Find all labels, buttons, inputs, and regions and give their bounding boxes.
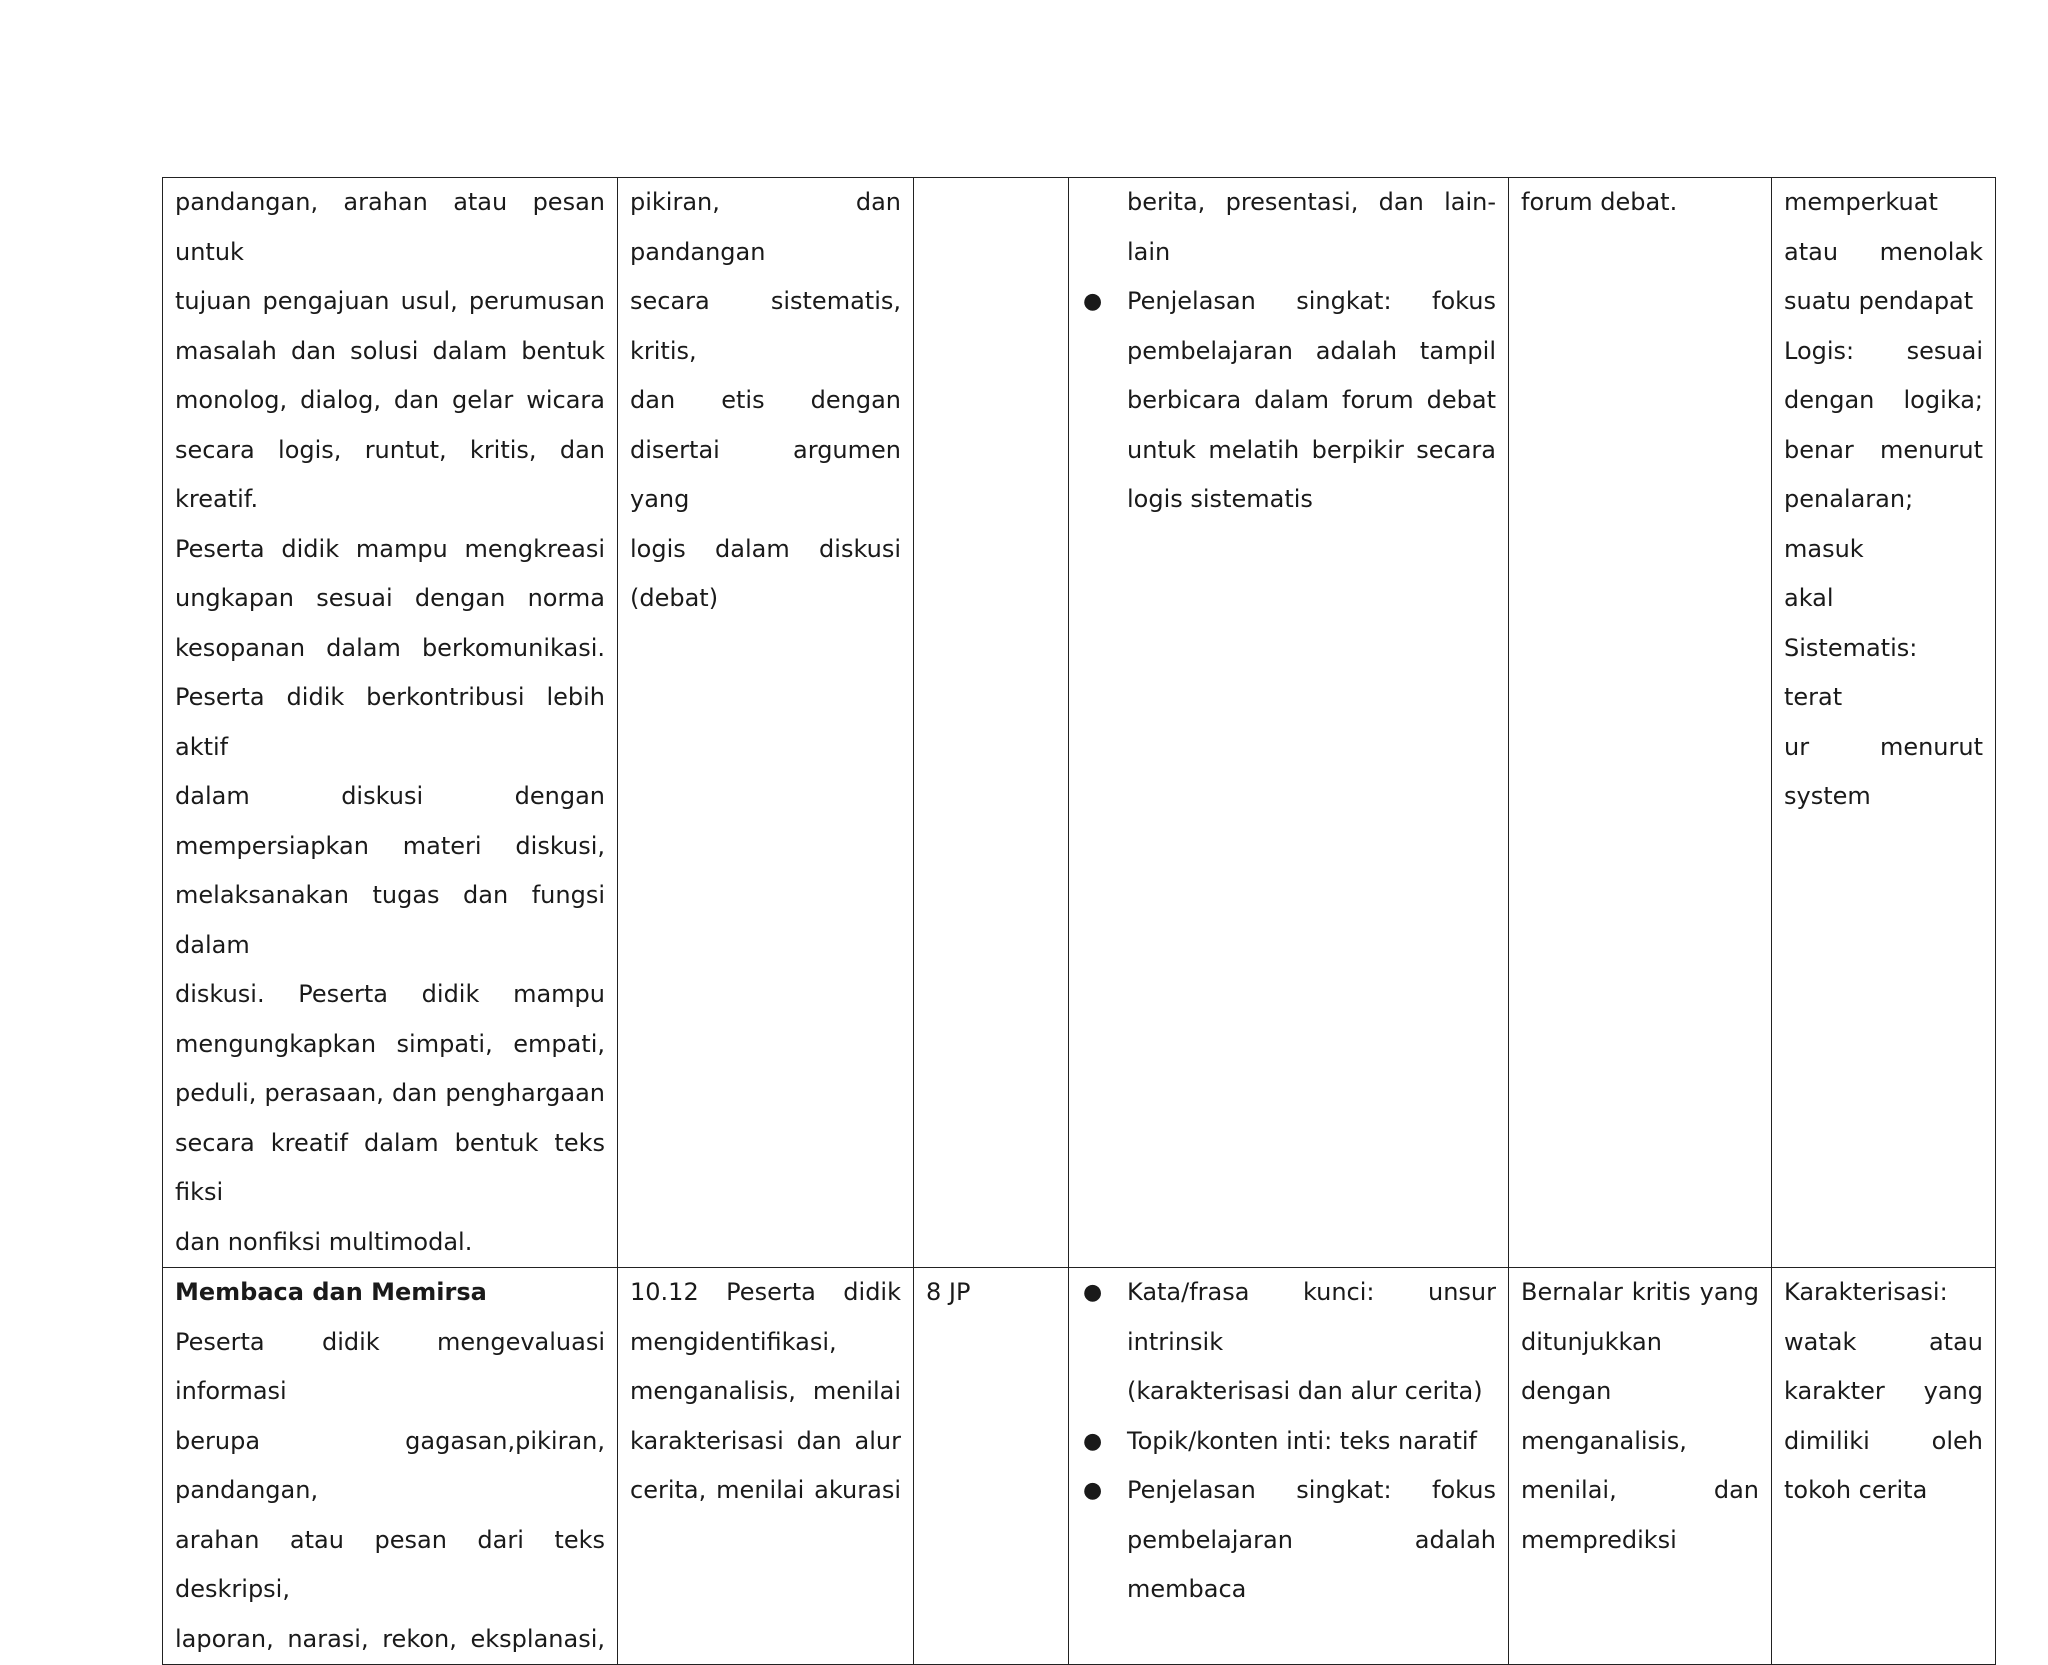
- cell-profile: [1509, 1268, 1772, 1665]
- text-line: dalam diskusi dengan: [175, 782, 605, 810]
- text-line: Peserta didik mengevaluasi informasi: [175, 1327, 605, 1405]
- text-line: Penjelasan singkat: fokus: [1127, 287, 1496, 315]
- text-line: secara kreatif dalam bentuk teks fiksi: [175, 1128, 605, 1206]
- learning-plan-table: [162, 177, 1996, 1665]
- text-line: monolog, dialog, dan gelar wicara: [175, 386, 605, 414]
- text-line: menganalisis, menilai: [630, 1377, 901, 1405]
- cell-learning-objective: [618, 178, 914, 1268]
- cell-learning-objective: [618, 1268, 914, 1665]
- text-line: memperkuat: [1784, 188, 1938, 216]
- text-line: Peserta didik berkontribusi lebih aktif: [175, 683, 605, 761]
- glossary-term: Logis:: [1784, 336, 1855, 365]
- text-line: secara sistematis, kritis,: [630, 287, 901, 365]
- text-line: watak atau: [1784, 1327, 1983, 1356]
- text-line: forum debat.: [1521, 188, 1678, 216]
- cell-learning-outcome: [163, 1268, 618, 1665]
- text-line: arahan atau pesan dari teks deskripsi,: [175, 1525, 605, 1603]
- cell-time-allocation: [914, 178, 1069, 1268]
- text-line: mempersiapkan materi diskusi,: [175, 831, 605, 860]
- text-line: ditunjukkan dengan: [1521, 1327, 1662, 1405]
- text-line: pembelajaran adalah tampil: [1127, 336, 1496, 365]
- text-line: Peserta didik mampu mengkreasi: [175, 534, 605, 563]
- text-line: pembelajaran adalah membaca: [1127, 1525, 1496, 1603]
- list-item: [1081, 277, 1496, 525]
- text-line: tokoh cerita: [1784, 1476, 1928, 1504]
- text-line: cerita, menilai akurasi: [630, 1476, 901, 1504]
- text-line: berbicara dalam forum debat: [1127, 386, 1496, 414]
- list-item: [1081, 1268, 1496, 1417]
- cell-key-material: [1069, 1268, 1509, 1665]
- cell-glossary: [1772, 178, 1996, 1268]
- cell-time-allocation: [914, 1268, 1069, 1665]
- text-line: ur menurut: [1784, 732, 1983, 761]
- text-line: dimiliki oleh: [1784, 1426, 1983, 1455]
- list-item: [1081, 178, 1496, 277]
- text-line: suatu pendapat: [1784, 287, 1974, 315]
- bullet-icon: ●: [1083, 1478, 1103, 1503]
- text-line: (debat): [630, 584, 719, 612]
- bullet-list: [1081, 178, 1496, 525]
- text-line: pikiran, dan pandangan: [630, 188, 901, 266]
- list-item: [1081, 1466, 1496, 1615]
- text-line: masalah dan solusi dalam bentuk: [175, 336, 605, 365]
- text-line: system: [1784, 782, 1871, 810]
- text-line: dengan logika;: [1784, 386, 1983, 414]
- glossary-term: Sistematis:: [1784, 633, 1918, 662]
- cell-key-material: [1069, 178, 1509, 1268]
- text-line: tujuan pengajuan usul, perumusan: [175, 287, 605, 315]
- text-line: akal: [1784, 584, 1834, 612]
- text-line: menilai, dan: [1521, 1476, 1759, 1504]
- text-line: menganalisis,: [1521, 1426, 1687, 1455]
- text-line: logis sistematis: [1127, 485, 1313, 513]
- glossary-entry-sistematis: [1784, 624, 1983, 723]
- cell-profile: [1509, 178, 1772, 1268]
- text-line: untuk melatih berpikir secara: [1127, 435, 1496, 464]
- bullet-icon: ●: [1083, 289, 1103, 314]
- cell-glossary: [1772, 1268, 1996, 1665]
- text-line: Penjelasan singkat: fokus: [1127, 1476, 1496, 1504]
- text-line: berupa gagasan,pikiran, pandangan,: [175, 1426, 605, 1504]
- text-line: berita, presentasi, dan lain-lain: [1127, 188, 1496, 266]
- text-line: Topik/konten inti: teks naratif: [1127, 1426, 1478, 1455]
- text-line: pandangan, arahan atau pesan untuk: [175, 188, 605, 266]
- glossary-def: sesuai: [1906, 336, 1983, 365]
- text-line: mengidentifikasi,: [630, 1327, 837, 1356]
- text-line: kesopanan dalam berkomunikasi.: [175, 633, 605, 662]
- time-allocation: 8 JP: [926, 1278, 971, 1306]
- glossary-def: terat: [1784, 683, 1843, 711]
- section-title: Membaca dan Memirsa: [175, 1278, 487, 1306]
- bullet-icon: ●: [1083, 1428, 1103, 1454]
- table-row: [163, 1268, 1996, 1665]
- bullet-icon: ●: [1083, 1280, 1103, 1305]
- text-line: dan etis dengan: [630, 386, 901, 414]
- text-line: mengungkapkan simpati, empati,: [175, 1029, 605, 1058]
- text-line: Bernalar kritis yang: [1521, 1278, 1759, 1306]
- glossary-entry-logis: [1784, 327, 1983, 377]
- glossary-term: Karakterisasi:: [1784, 1278, 1948, 1306]
- text-line: Kata/frasa kunci: unsur intrinsik: [1127, 1278, 1496, 1356]
- text-line: atau menolak: [1784, 237, 1983, 266]
- text-line: (karakterisasi dan alur cerita): [1127, 1377, 1483, 1405]
- text-line: peduli, perasaan, dan penghargaan: [175, 1079, 605, 1107]
- text-line: diskusi. Peserta didik mampu: [175, 980, 605, 1008]
- text-line: memprediksi: [1521, 1525, 1677, 1554]
- bullet-list: [1081, 1268, 1496, 1615]
- list-item: [1081, 1417, 1496, 1467]
- cell-learning-outcome: [163, 178, 618, 1268]
- text-line: ungkapan sesuai dengan norma: [175, 584, 605, 612]
- text-line: benar menurut: [1784, 435, 1983, 464]
- text-line: karakterisasi dan alur: [630, 1426, 901, 1455]
- text-line: dan nonfiksi multimodal.: [175, 1227, 473, 1256]
- text-line: melaksanakan tugas dan fungsi dalam: [175, 881, 605, 959]
- text-line: logis dalam diskusi: [630, 534, 901, 563]
- text-line: karakter yang: [1784, 1377, 1983, 1405]
- text-line: disertai argumen yang: [630, 435, 901, 513]
- text-line: 10.12 Peserta didik: [630, 1278, 901, 1306]
- text-line: secara logis, runtut, kritis, dan kreatif.: [175, 435, 605, 513]
- text-line: penalaran; masuk: [1784, 485, 1914, 563]
- text-line: laporan, narasi, rekon, eksplanasi,: [175, 1624, 605, 1653]
- table-row: [163, 178, 1996, 1268]
